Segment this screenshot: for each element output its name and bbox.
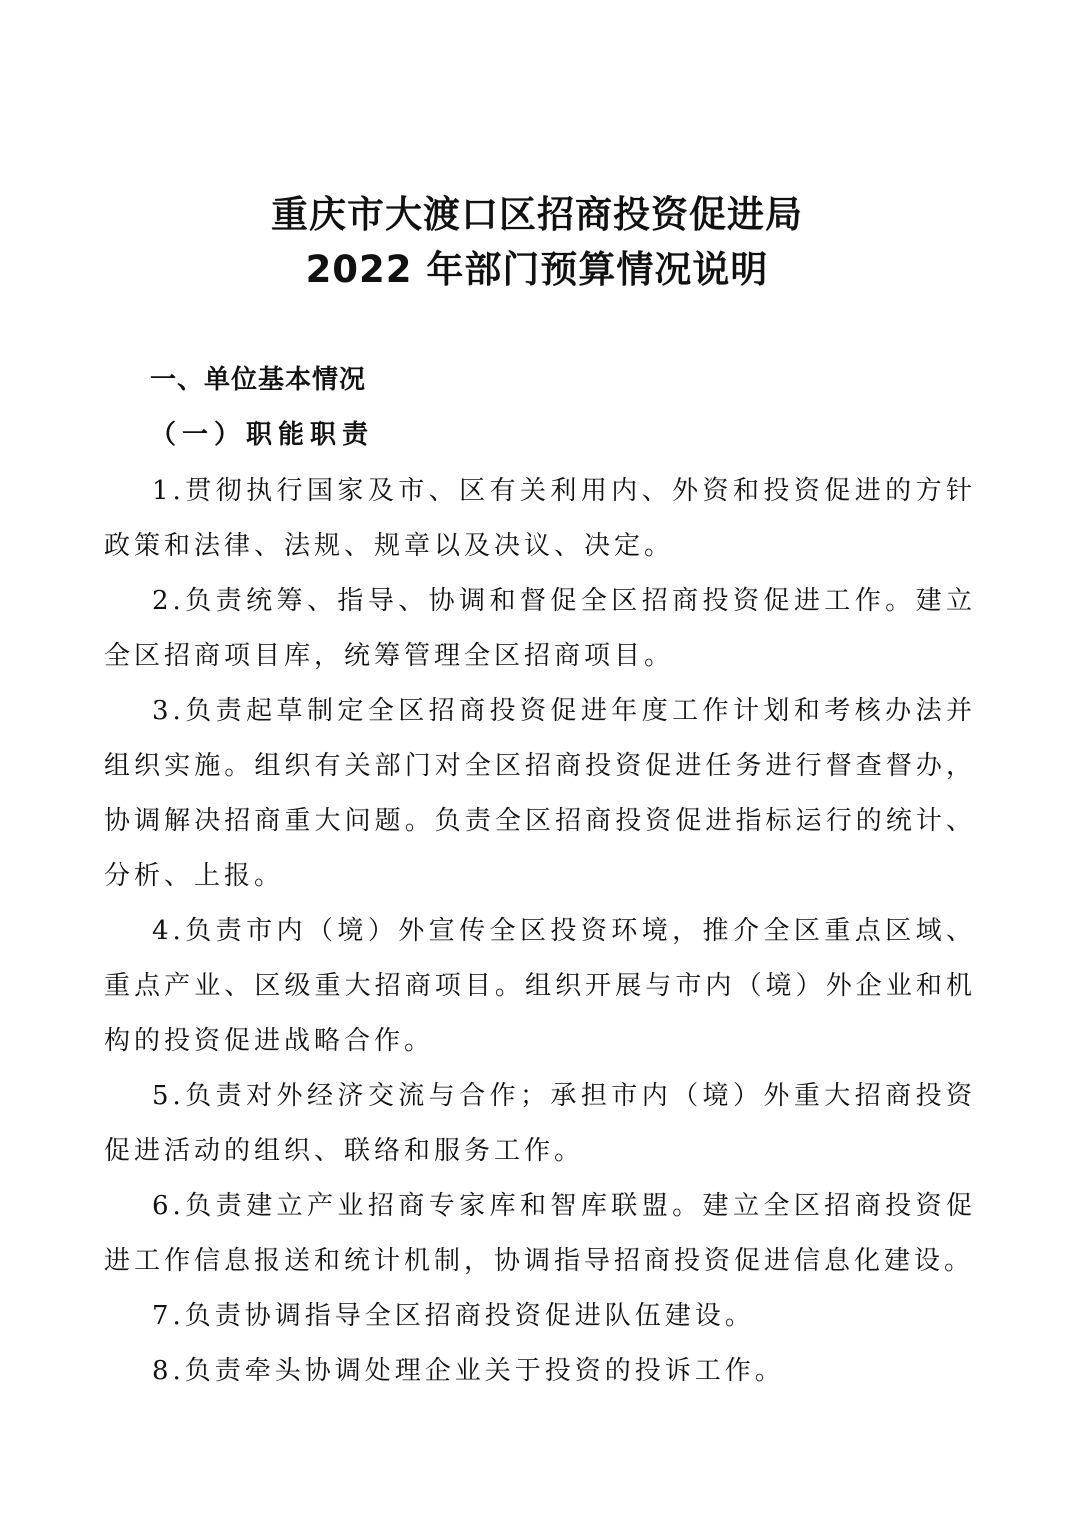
duty-item-4: 4.负责市内（境）外宣传全区投资环境，推介全区重点区域、重点产业、区级重大招商项目。组织开展与市内（境）外企业和机构的投资促进战略合作。 xyxy=(104,916,976,1056)
document-body xyxy=(104,464,976,1399)
duty-item-2: 2.负责统筹、指导、协调和督促全区招商投资促进工作。建立全区招商项目库，统筹管理全区招商项目。 xyxy=(104,586,976,671)
document-title-line-2: 2022 年部门预算情况说明 xyxy=(305,248,769,291)
duty-item-5: 5.负责对外经济交流与合作；承担市内（境）外重大招商投资促进活动的组织、联络和服务工作。 xyxy=(104,1081,976,1166)
document-title-line-1: 重庆市大渡口区招商投资促进局 xyxy=(271,193,803,236)
duty-item-1: 1.贯彻执行国家及市、区有关利用内、外资和投资促进的方针政策和法律、法规、规章以及决议、决定。 xyxy=(104,476,976,561)
duty-item-7: 7.负责协调指导全区招商投资促进队伍建设。 xyxy=(152,1301,755,1331)
section-heading: 一、单位基本情况 xyxy=(150,365,367,395)
duty-item-3: 3.负责起草制定全区招商投资促进年度工作计划和考核办法并组织实施。组织有关部门对全区招商投资促进任务进行督查督办，协调解决招商重大问题。负责全区招商投资促进指标运行的统计、分析、上报。 xyxy=(104,696,976,891)
duty-item-8: 8.负责牵头协调处理企业关于投资的投诉工作。 xyxy=(152,1356,785,1386)
duty-item-6: 6.负责建立产业招商专家库和智库联盟。建立全区招商投资促进工作信息报送和统计机制，协调指导招商投资促进信息化建设。 xyxy=(104,1191,976,1276)
sub-heading: （一）职能职责 xyxy=(150,420,375,450)
